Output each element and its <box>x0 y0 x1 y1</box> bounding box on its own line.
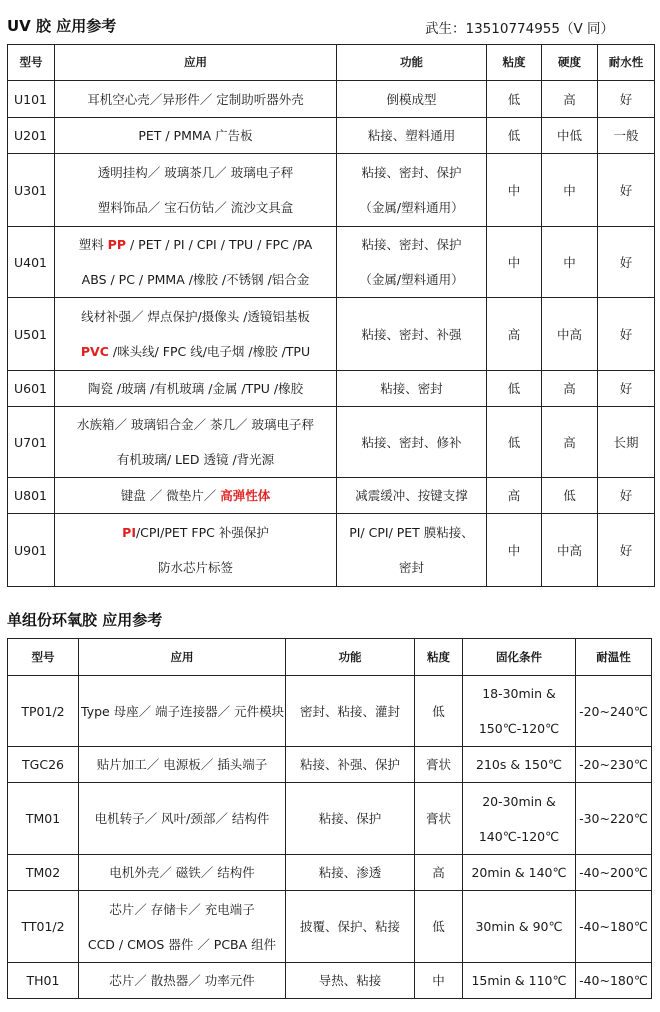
viscosity-cell: 低 <box>415 891 463 963</box>
hardness-cell: 中高 <box>542 514 598 587</box>
highlight-text: PVC <box>80 344 109 359</box>
temperature-resistance-cell: -40~180℃ <box>576 963 652 999</box>
viscosity-cell: 高 <box>487 298 542 371</box>
header-model: 型号 <box>8 639 79 676</box>
application-cell <box>79 783 286 855</box>
application-cell <box>79 963 286 999</box>
application-line <box>57 371 334 406</box>
header-model: 型号 <box>8 45 55 81</box>
application-cell <box>55 81 337 118</box>
function-cell <box>337 514 487 587</box>
viscosity-cell: 中 <box>487 154 542 227</box>
water-resistance-cell: 好 <box>598 81 655 118</box>
uv-row-u101 <box>8 81 655 118</box>
function-line: 粘接、密封、补强 <box>361 326 462 342</box>
curing-condition-cell <box>463 891 576 963</box>
model-cell: U101 <box>8 81 55 118</box>
curing-line: 20min & 140℃ <box>471 865 567 880</box>
function-cell: 粘接、保护 <box>286 783 415 855</box>
epoxy-header-row <box>8 639 652 676</box>
function-cell <box>337 371 487 407</box>
water-resistance-cell: 好 <box>598 514 655 587</box>
function-cell: 密封、粘接、灌封 <box>286 676 415 747</box>
epoxy-row-th01 <box>8 963 652 999</box>
function-cell: 粘接、渗透 <box>286 855 415 891</box>
highlight-text: PI <box>122 525 136 540</box>
function-line: PI/ CPI/ PET 膜粘接、 <box>349 525 474 540</box>
application-line: Type 母座／ 端子连接器／ 元件模块 <box>81 703 285 719</box>
curing-line: 15min & 110℃ <box>471 973 567 988</box>
epoxy-row-tgc26 <box>8 747 652 783</box>
temperature-resistance-cell: -40~200℃ <box>576 855 652 891</box>
curing-condition-cell <box>463 963 576 999</box>
curing-condition-cell <box>463 747 576 783</box>
curing-line: 20-30min & <box>482 793 556 809</box>
temperature-resistance-cell: -20~230℃ <box>576 747 652 783</box>
uv-glue-table <box>7 44 655 587</box>
function-cell <box>337 227 487 298</box>
hardness-cell: 低 <box>542 478 598 514</box>
curing-line: 18-30min & <box>482 686 556 701</box>
function-cell: 粘接、补强、保护 <box>286 747 415 783</box>
model-cell: U801 <box>8 478 55 514</box>
application-cell <box>55 514 337 587</box>
function-line: 粘接、塑料通用 <box>367 128 456 143</box>
application-line <box>57 299 334 334</box>
function-cell <box>337 407 487 478</box>
water-resistance-cell: 好 <box>598 371 655 407</box>
function-cell <box>337 118 487 154</box>
curing-line: 210s & 150℃ <box>476 757 562 772</box>
application-line: 芯片／ 存储卡／ 充电端子 <box>109 901 255 917</box>
application-text: 防水芯片标签 <box>157 560 233 575</box>
hardness-cell: 中 <box>542 227 598 298</box>
uv-row-u401 <box>8 227 655 298</box>
curing-condition-cell <box>463 676 576 747</box>
application-text: ABS / PC / PMMA /橡胶 /不锈钢 /铝合金 <box>81 272 310 287</box>
water-resistance-cell: 好 <box>598 227 655 298</box>
header-viscosity: 粘度 <box>415 639 463 676</box>
application-cell <box>79 891 286 963</box>
water-resistance-cell: 好 <box>598 478 655 514</box>
function-line: 粘接、密封 <box>380 381 443 396</box>
function-cell <box>337 81 487 118</box>
contact-info: 武生：13510774955（V 同） <box>425 21 615 37</box>
viscosity-cell: 中 <box>415 963 463 999</box>
epoxy-row-tt01-2 <box>8 891 652 963</box>
model-cell: TM02 <box>8 855 79 891</box>
epoxy-section-title: 单组份环氧胶 应用参考 <box>7 611 163 629</box>
model-cell: U301 <box>8 154 55 227</box>
epoxy-row-tm01 <box>8 783 652 855</box>
curing-line: 150℃-120℃ <box>478 721 560 736</box>
curing-line: 30min & 90℃ <box>475 919 563 934</box>
function-line: （金属/塑料通用） <box>359 200 464 215</box>
uv-row-u301 <box>8 154 655 227</box>
viscosity-cell: 膏状 <box>415 783 463 855</box>
application-text: 有机玻璃/ LED 透镜 /背光源 <box>116 452 275 467</box>
viscosity-cell: 中 <box>487 227 542 298</box>
application-text: 透明挂构／ 玻璃茶几／ 玻璃电子秤 <box>97 165 294 180</box>
viscosity-cell: 低 <box>487 371 542 407</box>
curing-condition-cell <box>463 783 576 855</box>
application-line <box>57 190 334 225</box>
model-cell: TP01/2 <box>8 676 79 747</box>
hardness-cell: 高 <box>542 371 598 407</box>
viscosity-cell: 低 <box>487 118 542 154</box>
function-line: 减震缓冲、按键支撑 <box>355 488 468 503</box>
application-line: 电机外壳／ 磁铁／ 结构件 <box>109 865 255 880</box>
application-cell <box>55 227 337 298</box>
uv-row-u601 <box>8 371 655 407</box>
epoxy-glue-table <box>7 638 652 999</box>
viscosity-cell: 高 <box>487 478 542 514</box>
epoxy-row-tm02 <box>8 855 652 891</box>
function-cell: 导热、粘接 <box>286 963 415 999</box>
model-cell: U501 <box>8 298 55 371</box>
application-line: CCD / CMOS 器件 ／ PCBA 组件 <box>87 936 277 952</box>
application-line <box>57 262 334 297</box>
header-function: 功能 <box>286 639 415 676</box>
application-text: 键盘 ／ 微垫片／ <box>120 488 221 503</box>
epoxy-row-tp01-2 <box>8 676 652 747</box>
header-viscosity: 粘度 <box>487 45 542 81</box>
hardness-cell: 高 <box>542 81 598 118</box>
uv-row-u201 <box>8 118 655 154</box>
application-text: 耳机空心壳／异形件／ 定制助听器外壳 <box>87 91 304 107</box>
application-line <box>57 155 334 190</box>
application-text: / PET / PI / CPI / TPU / FPC /PA <box>126 237 313 252</box>
curing-condition-cell <box>463 855 576 891</box>
header-curing-condition: 固化条件 <box>463 639 576 676</box>
header-application: 应用 <box>79 639 286 676</box>
application-cell <box>55 407 337 478</box>
curing-line: 140℃-120℃ <box>478 828 560 844</box>
header-water-resistance: 耐水性 <box>598 45 655 81</box>
water-resistance-cell: 长期 <box>598 407 655 478</box>
water-resistance-cell: 好 <box>598 154 655 227</box>
temperature-resistance-cell: -30~220℃ <box>576 783 652 855</box>
model-cell: TT01/2 <box>8 891 79 963</box>
hardness-cell: 中低 <box>542 118 598 154</box>
application-line <box>57 118 334 153</box>
hardness-cell: 中 <box>542 154 598 227</box>
model-cell: U701 <box>8 407 55 478</box>
function-line: 密封 <box>398 560 424 575</box>
highlight-text: PP <box>107 237 126 252</box>
application-line: 贴片加工／ 电源板／ 插头端子 <box>96 757 268 772</box>
hardness-cell: 高 <box>542 407 598 478</box>
viscosity-cell: 低 <box>487 407 542 478</box>
application-cell <box>79 855 286 891</box>
temperature-resistance-cell: -20~240℃ <box>576 676 652 747</box>
application-text: /咪头线/ FPC 线/电子烟 /橡胶 /TPU <box>108 344 311 359</box>
function-line: 粘接、密封、保护 <box>361 237 462 252</box>
uv-row-u501 <box>8 298 655 371</box>
application-text: 线材补强／ 焊点保护/摄像头 /透镜铝基板 <box>81 309 310 324</box>
application-line <box>57 478 334 513</box>
viscosity-cell: 低 <box>487 81 542 118</box>
application-text: 水族箱／ 玻璃铝合金／ 茶几／ 玻璃电子秤 <box>77 417 314 432</box>
model-cell: TGC26 <box>8 747 79 783</box>
application-text: PET / PMMA 广告板 <box>138 128 253 143</box>
application-text: 陶瓷 /玻璃 /有机玻璃 /金属 /TPU /橡胶 <box>87 381 304 396</box>
application-text: /CPI/PET FPC 补强保护 <box>135 525 269 540</box>
application-cell <box>79 747 286 783</box>
uv-section-title: UV 胶 应用参考 <box>7 17 117 35</box>
viscosity-cell: 高 <box>415 855 463 891</box>
header-application: 应用 <box>55 45 337 81</box>
temperature-resistance-cell: -40~180℃ <box>576 891 652 963</box>
application-line <box>57 515 334 550</box>
function-cell <box>337 154 487 227</box>
uv-row-u801 <box>8 478 655 514</box>
function-line: 倒模成型 <box>386 91 437 107</box>
application-line: 芯片／ 散热器／ 功率元件 <box>109 973 255 988</box>
viscosity-cell: 低 <box>415 676 463 747</box>
application-cell <box>55 118 337 154</box>
function-line: 粘接、密封、修补 <box>361 434 462 450</box>
application-text: 塑料饰品／ 宝石仿钻／ 流沙文具盒 <box>97 200 294 215</box>
function-line: 粘接、密封、保护 <box>361 165 462 180</box>
water-resistance-cell: 好 <box>598 298 655 371</box>
viscosity-cell: 中 <box>487 514 542 587</box>
header-temperature-resistance: 耐温性 <box>576 639 652 676</box>
function-cell: 披覆、保护、粘接 <box>286 891 415 963</box>
application-line <box>57 82 334 117</box>
application-cell <box>55 298 337 371</box>
application-line <box>57 550 334 585</box>
application-cell <box>79 676 286 747</box>
function-cell <box>337 298 487 371</box>
application-line: 电机转子／ 风叶/颈部／ 结构件 <box>94 811 270 826</box>
header-function: 功能 <box>337 45 487 81</box>
uv-header-row <box>8 45 655 81</box>
application-line <box>57 334 334 369</box>
hardness-cell: 中高 <box>542 298 598 371</box>
viscosity-cell: 膏状 <box>415 747 463 783</box>
model-cell: TH01 <box>8 963 79 999</box>
application-line <box>57 227 334 262</box>
application-line <box>57 407 334 442</box>
model-cell: U401 <box>8 227 55 298</box>
application-cell <box>55 154 337 227</box>
application-cell <box>55 371 337 407</box>
function-cell <box>337 478 487 514</box>
function-line: （金属/塑料通用） <box>359 272 464 287</box>
model-cell: U901 <box>8 514 55 587</box>
uv-row-u901 <box>8 514 655 587</box>
application-cell <box>55 478 337 514</box>
uv-row-u701 <box>8 407 655 478</box>
application-line <box>57 442 334 477</box>
water-resistance-cell: 一般 <box>598 118 655 154</box>
model-cell: TM01 <box>8 783 79 855</box>
model-cell: U601 <box>8 371 55 407</box>
header-hardness: 硬度 <box>542 45 598 81</box>
highlight-text: 高弹性体 <box>220 488 271 503</box>
application-text: 塑料 <box>78 237 108 252</box>
model-cell: U201 <box>8 118 55 154</box>
